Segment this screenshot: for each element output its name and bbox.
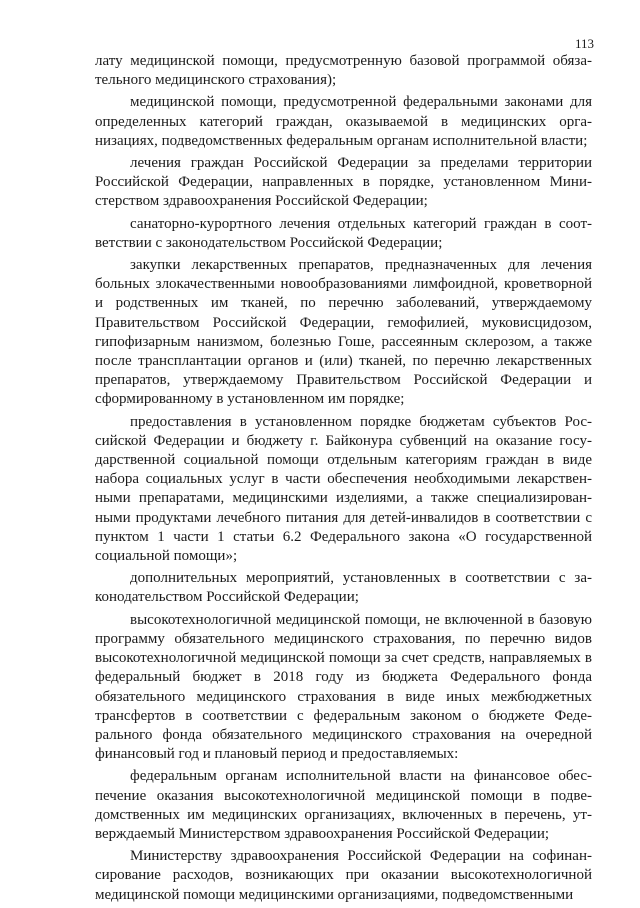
paragraph-3: лечения граждан Российской Федерации за пределами территории Российской Федерации, направленных в порядке, установленном Министерством здравоохранения Российской Федерации; xyxy=(95,155,592,210)
paragraph-10: Министерству здравоохранения Российской Федерации на софинансирование расходов, возникающих при оказании высокотехнологичной медицинской помощи медицинскими организациями, подведомственными xyxy=(95,848,592,903)
paragraph-7: дополнительных мероприятий, установленных в соответствии с законодательством Российской Федерации; xyxy=(95,570,592,606)
paragraph-4: санаторно-курортного лечения отдельных категорий граждан в соответствии с законодательством Российской Федерации; xyxy=(95,215,592,251)
paragraph-5: закупки лекарственных препаратов, предназначенных для лечения больных злокачественными новообразованиями лимфоидной, кроветворной и родственных им тканей, по перечню заболеваний, утверждаемому Правительством Российской Федерации, гемофилией, муковисцидозом, гипофизарным нанизмом, болезнью Гоше, рассеянным склерозом, а также после трансплантации органов и (или) тканей, по перечню лекарственных препаратов, утверждаемому Правительством Российской Федерации и сформированному в установленном им порядке; xyxy=(95,257,592,408)
paragraph-1: лату медицинской помощи, предусмотренную базовой программой обязательного медицинского страхования); xyxy=(95,53,592,89)
paragraph-9: федеральным органам исполнительной власти на финансовое обеспечение оказания высокотехнологичной медицинской помощи в подведомственных им медицинских организациях, включенных в перечень, утверждаемый Министерством здравоохранения Российской Федерации; xyxy=(95,768,592,842)
paragraph-2: медицинской помощи, предусмотренной федеральными законами для определенных категорий граждан, оказываемой в медицинских организациях, подведомственных федеральным органам исполнительной власти; xyxy=(95,94,592,149)
page-number: 113 xyxy=(574,36,594,51)
paragraph-8: высокотехнологичной медицинской помощи, не включенной в базовую программу обязательного медицинского страхования, по перечню видов высокотехнологичной медицинской помощи за счет средств, направляемых в федеральный бюджет в 2018 году из бюджета Федерального фонда обязательного медицинского страхования в виде иных межбюджетных трансфертов в соответствии с федеральным законом о бюджете Федерального фонда обязательного медицинского страхования на очередной финансовый год и плановый период и предоставляемых: xyxy=(95,611,592,763)
document-body xyxy=(95,52,592,908)
paragraph-6: предоставления в установленном порядке бюджетам субъектов Российской Федерации и бюджету г. Байконура субвенций на оказание государственной социальной помощи отдельным категориям граждан в виде набора социальных услуг в части обеспечения необходимыми лекарственными препаратами, медицинскими изделиями, а также специализированными продуктами лечебного питания для детей-инвалидов в соответствии с пунктом 1 части 1 статьи 6.2 Федерального закона «О государственной социальной помощи»; xyxy=(95,413,592,565)
